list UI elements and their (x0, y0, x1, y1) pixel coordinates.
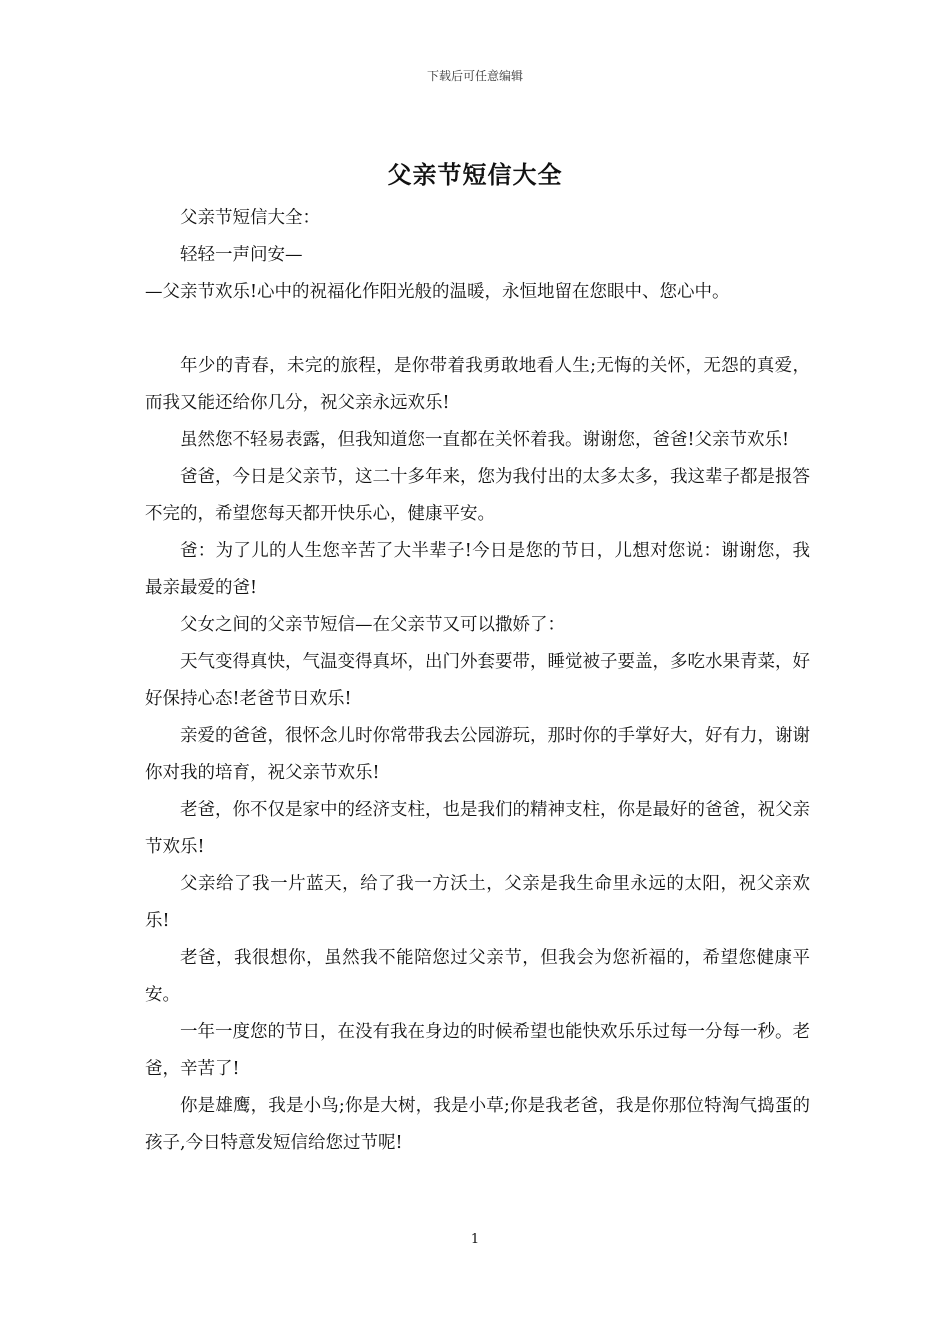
document-title: 父亲节短信大全 (387, 160, 563, 189)
paragraph: 一年一度您的节日，在没有我在身边的时候希望也能快欢乐乐过每一分每一秒。老爸，辛苦了! (145, 1022, 810, 1079)
paragraph-gap (145, 311, 810, 348)
paragraph: 爸：为了儿的人生您辛苦了大半辈子!今日是您的节日，儿想对您说：谢谢您，我最亲最爱的爸! (145, 541, 810, 598)
paragraph: 亲爱的爸爸，很怀念儿时你常带我去公园游玩，那时你的手掌好大，好有力，谢谢你对我的培育，祝父亲节欢乐! (145, 726, 810, 783)
paragraph: 年少的青春，未完的旅程，是你带着我勇敢地看人生;无悔的关怀，无怨的真爱，而我又能还给你几分，祝父亲永远欢乐! (145, 356, 810, 413)
page-number: 1 (470, 1232, 480, 1247)
paragraph: —父亲节欢乐!心中的祝福化作阳光般的温暖，永恒地留在您眼中、您心中。 (145, 282, 730, 302)
page-header: 下载后可任意编辑 (426, 69, 523, 83)
paragraph: 天气变得真快，气温变得真坏，出门外套要带，睡觉被子要盖，多吃水果青菜，好好保持心态!老爸节日欢乐! (145, 652, 810, 709)
paragraph: 父亲给了我一片蓝天，给了我一方沃土，父亲是我生命里永远的太阳，祝父亲欢乐! (145, 874, 810, 931)
paragraph: 爸爸，今日是父亲节，这二十多年来，您为我付出的太多太多，我这辈子都是报答不完的，希望您每天都开快乐心，健康平安。 (145, 467, 810, 524)
paragraph: 虽然您不轻易表露，但我知道您一直都在关怀着我。谢谢您，爸爸!父亲节欢乐! (180, 430, 790, 450)
paragraph: 老爸，你不仅是家中的经济支柱，也是我们的精神支柱，你是最好的爸爸，祝父亲节欢乐! (145, 800, 810, 857)
paragraph: 父亲节短信大全： (180, 208, 320, 228)
paragraph: 轻轻一声问安— (180, 245, 303, 265)
paragraph: 老爸，我很想你，虽然我不能陪您过父亲节，但我会为您祈福的，希望您健康平安。 (145, 948, 810, 1005)
document-body (145, 200, 810, 1162)
paragraph: 父女之间的父亲节短信—在父亲节又可以撒娇了： (180, 615, 565, 635)
paragraph: 你是雄鹰，我是小鸟;你是大树，我是小草;你是我老爸，我是你那位特淘气捣蛋的孩子,今日特意发短信给您过节呢! (145, 1096, 810, 1153)
